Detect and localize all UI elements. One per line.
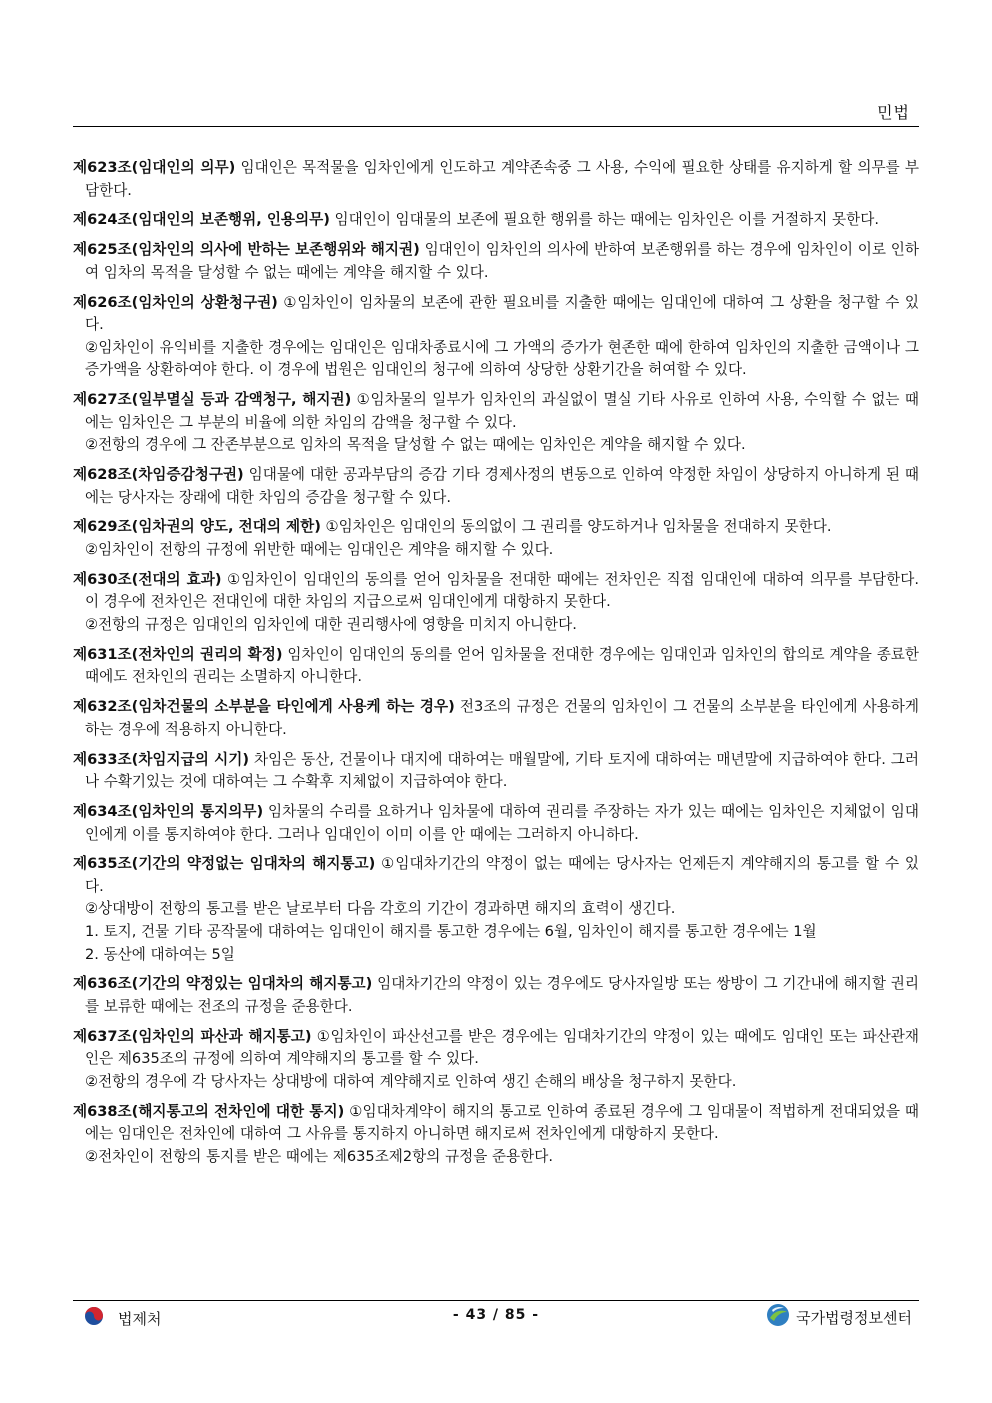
article-paragraph: ①임대차계약이 해지의 통고로 인하여 종료된 경우에 그 임대물이 적법하게 전대되었을 때에는 임대인은 전차인에 대하여 그 사유를 통지하지 아니하면 해지로써 전차인에게 대항하지 못한다. — [85, 1102, 919, 1143]
footer-divider — [73, 1300, 919, 1301]
article-title: 제628조(차임증감청구권) — [73, 466, 244, 484]
article-paragraph: ①임대차기간의 약정이 없는 때에는 당사자는 언제든지 계약해지의 통고를 할 수 있다. — [85, 855, 919, 895]
article — [73, 696, 919, 741]
article-title: 제626조(임차인의 상환청구권) — [73, 293, 278, 311]
article-paragraph: ②임차인이 전항의 규정에 위반한 때에는 임대인은 계약을 해지할 수 있다. — [85, 541, 554, 559]
publisher-name: 법제처 — [118, 1309, 162, 1328]
article — [73, 853, 919, 966]
article-paragraph: 임차인이 임대인의 동의를 얻어 임차물을 전대한 경우에는 임대인과 임차인의 합의로 계약을 종료한 때에도 전차인의 권리는 소멸하지 아니한다. — [85, 645, 919, 686]
article — [73, 239, 919, 284]
article-paragraph: 임대인은 목적물을 임차인에게 인도하고 계약존속중 그 사용, 수익에 필요한 상태를 유지하게 할 의무를 부담한다. — [85, 159, 919, 199]
article-item: 2. 동산에 대하여는 5일 — [85, 945, 235, 963]
law-text-body — [73, 157, 919, 1176]
article-first-paragraph — [73, 853, 919, 898]
article — [73, 749, 919, 794]
article-paragraph: 임차물의 수리를 요하거나 임차물에 대하여 권리를 주장하는 자가 있는 때에는 임차인은 지체없이 임대인에게 이를 통지하여야 한다. 그러나 임대인이 이미 이를 안 때에는 그러하지 아니하다. — [85, 802, 919, 843]
article-title: 제637조(임차인의 파산과 해지통고) — [73, 1027, 312, 1045]
article — [73, 1101, 919, 1169]
article-paragraph: ②전항의 경우에 각 당사자는 상대방에 대하여 계약해지로 인하여 생긴 손해의 배상을 청구하지 못한다. — [85, 1073, 737, 1090]
article — [73, 209, 919, 232]
article-paragraph: ②전항의 규정은 임대인의 임차인에 대한 권리행사에 영향을 미치지 아니한다. — [85, 616, 577, 633]
article-first-paragraph — [73, 1101, 919, 1146]
article — [73, 464, 919, 509]
article-first-paragraph — [73, 973, 919, 1018]
article-title: 제634조(임차인의 통지의무) — [73, 802, 264, 820]
article-paragraph: 전3조의 규정은 건물의 임차인이 그 건물의 소부분을 타인에게 사용하게 하는 경우에 적용하지 아니한다. — [85, 698, 920, 738]
article-title: 제636조(기간의 약정있는 임대차의 해지통고) — [73, 975, 373, 993]
article-title: 제627조(일부멸실 등과 감액청구, 해지권) — [73, 391, 352, 409]
article-paragraph: 차임은 동산, 건물이나 대지에 대하여는 매월말에, 기타 토지에 대하여는 매년말에 지급하여야 한다. 그러나 수확기있는 것에 대하여는 그 수확후 지체없이 지급하여야 한다. — [85, 750, 920, 791]
footer-source — [766, 1303, 912, 1331]
article-paragraph: ①임차인이 임차물의 보존에 관한 필요비를 지출한 때에는 임대인에 대하여 그 상환을 청구할 수 있다. — [85, 293, 920, 334]
article-first-paragraph — [73, 516, 919, 539]
article — [73, 801, 919, 846]
article-paragraph: 임대인이 임차인의 의사에 반하여 보존행위를 하는 경우에 임차인이 이로 인하여 임차의 목적을 달성할 수 없는 때에는 계약을 해지할 수 있다. — [85, 241, 919, 281]
article-first-paragraph — [73, 749, 919, 794]
article-title: 제638조(해지통고의 전차인에 대한 통지) — [73, 1102, 345, 1120]
article-first-paragraph — [73, 644, 919, 689]
article-paragraph: ①임차인이 임대인의 동의를 얻어 임차물을 전대한 때에는 전차인은 직접 임대인에 대하여 의무를 부담한다. 이 경우에 전차인은 전대인에 대한 차임의 지급으로써 임대인에게 대항하지 못한다. — [85, 570, 919, 611]
article-paragraph: 임대물에 대한 공과부담의 증감 기타 경제사정의 변동으로 인하여 약정한 차임이 상당하지 아니하게 된 때에는 당사자는 장래에 대한 차임의 증감을 청구할 수 있다. — [85, 466, 919, 506]
article-paragraph: ①임차인이 파산선고를 받은 경우에는 임대차기간의 약정이 있는 때에도 임대인 또는 파산관재인은 제635조의 규정에 의하여 계약해지의 통고를 할 수 있다. — [85, 1027, 920, 1068]
article — [73, 569, 919, 637]
article-paragraph: ①임차물의 일부가 임차인의 과실없이 멸실 기타 사유로 인하여 사용, 수익할 수 없는 때에는 임차인은 그 부분의 비율에 의한 차임의 감액을 청구할 수 있다. — [85, 391, 919, 431]
article-first-paragraph — [73, 696, 919, 741]
article — [73, 1026, 919, 1094]
article-paragraph: ②전항의 경우에 그 잔존부분으로 임차의 목적을 달성할 수 없는 때에는 임차인은 계약을 해지할 수 있다. — [85, 436, 746, 454]
article — [73, 389, 919, 457]
article — [73, 292, 919, 382]
article-title: 제631조(전차인의 권리의 확정) — [73, 645, 283, 663]
article — [73, 516, 919, 561]
article-first-paragraph — [73, 1026, 919, 1071]
article-first-paragraph — [73, 569, 919, 614]
page-indicator: - 43 / 85 - — [452, 1307, 540, 1323]
article — [73, 157, 919, 202]
article-first-paragraph — [73, 464, 919, 509]
document-title: 민법 — [877, 103, 910, 122]
article-title: 제625조(임차인의 의사에 반하는 보존행위와 해지권) — [73, 241, 420, 259]
article-paragraph: ②임차인이 유익비를 지출한 경우에는 임대인은 임대차종료시에 그 가액의 증가가 현존한 때에 한하여 임차인의 지출한 금액이나 그 증가액을 상환하여야 한다. 이 경우에 법원은 임대인의 청구에 의하여 상당한 상환기간을 허여할 수 있다. — [85, 338, 919, 379]
article-title: 제624조(임대인의 보존행위, 인용의무) — [73, 211, 330, 229]
article-first-paragraph — [73, 389, 919, 434]
article-paragraph: ②상대방이 전항의 통고를 받은 날로부터 다음 각호의 기간이 경과하면 해지의 효력이 생긴다. — [85, 900, 676, 918]
article — [73, 973, 919, 1018]
globe-logo-icon — [766, 1303, 790, 1331]
article-first-paragraph — [73, 292, 919, 337]
article-title: 제633조(차임지급의 시기) — [73, 750, 250, 768]
article-paragraph: ①임차인은 임대인의 동의없이 그 권리를 양도하거나 임차물을 전대하지 못한다. — [325, 518, 832, 536]
header-divider — [73, 126, 919, 127]
source-name: 국가법령정보센터 — [796, 1308, 912, 1327]
article-first-paragraph — [73, 157, 919, 202]
article-first-paragraph — [73, 209, 919, 232]
article-title: 제629조(임차권의 양도, 전대의 제한) — [73, 518, 321, 536]
article-first-paragraph — [73, 801, 919, 846]
article — [73, 644, 919, 689]
article-paragraph: ②전차인이 전항의 통지를 받은 때에는 제635조제2항의 규정을 준용한다. — [85, 1147, 553, 1165]
article-title: 제632조(임차건물의 소부분을 타인에게 사용케 하는 경우) — [73, 698, 455, 716]
article-paragraph: 임대차기간의 약정이 있는 경우에도 당사자일방 또는 쌍방이 그 기간내에 해지할 권리를 보류한 때에는 전조의 규정을 준용한다. — [85, 975, 919, 1016]
article-title: 제635조(기간의 약정없는 임대차의 해지통고) — [73, 855, 376, 873]
article-first-paragraph — [73, 239, 919, 284]
article-title: 제630조(전대의 효과) — [73, 570, 222, 588]
article-paragraph: 임대인이 임대물의 보존에 필요한 행위를 하는 때에는 임차인은 이를 거절하지 못한다. — [334, 211, 879, 229]
article-title: 제623조(임대인의 의무) — [73, 159, 236, 176]
article-item: 1. 토지, 건물 기타 공작물에 대하여는 임대인이 해지를 통고한 경우에는 6월, 임차인이 해지를 통고한 경우에는 1월 — [85, 923, 817, 941]
